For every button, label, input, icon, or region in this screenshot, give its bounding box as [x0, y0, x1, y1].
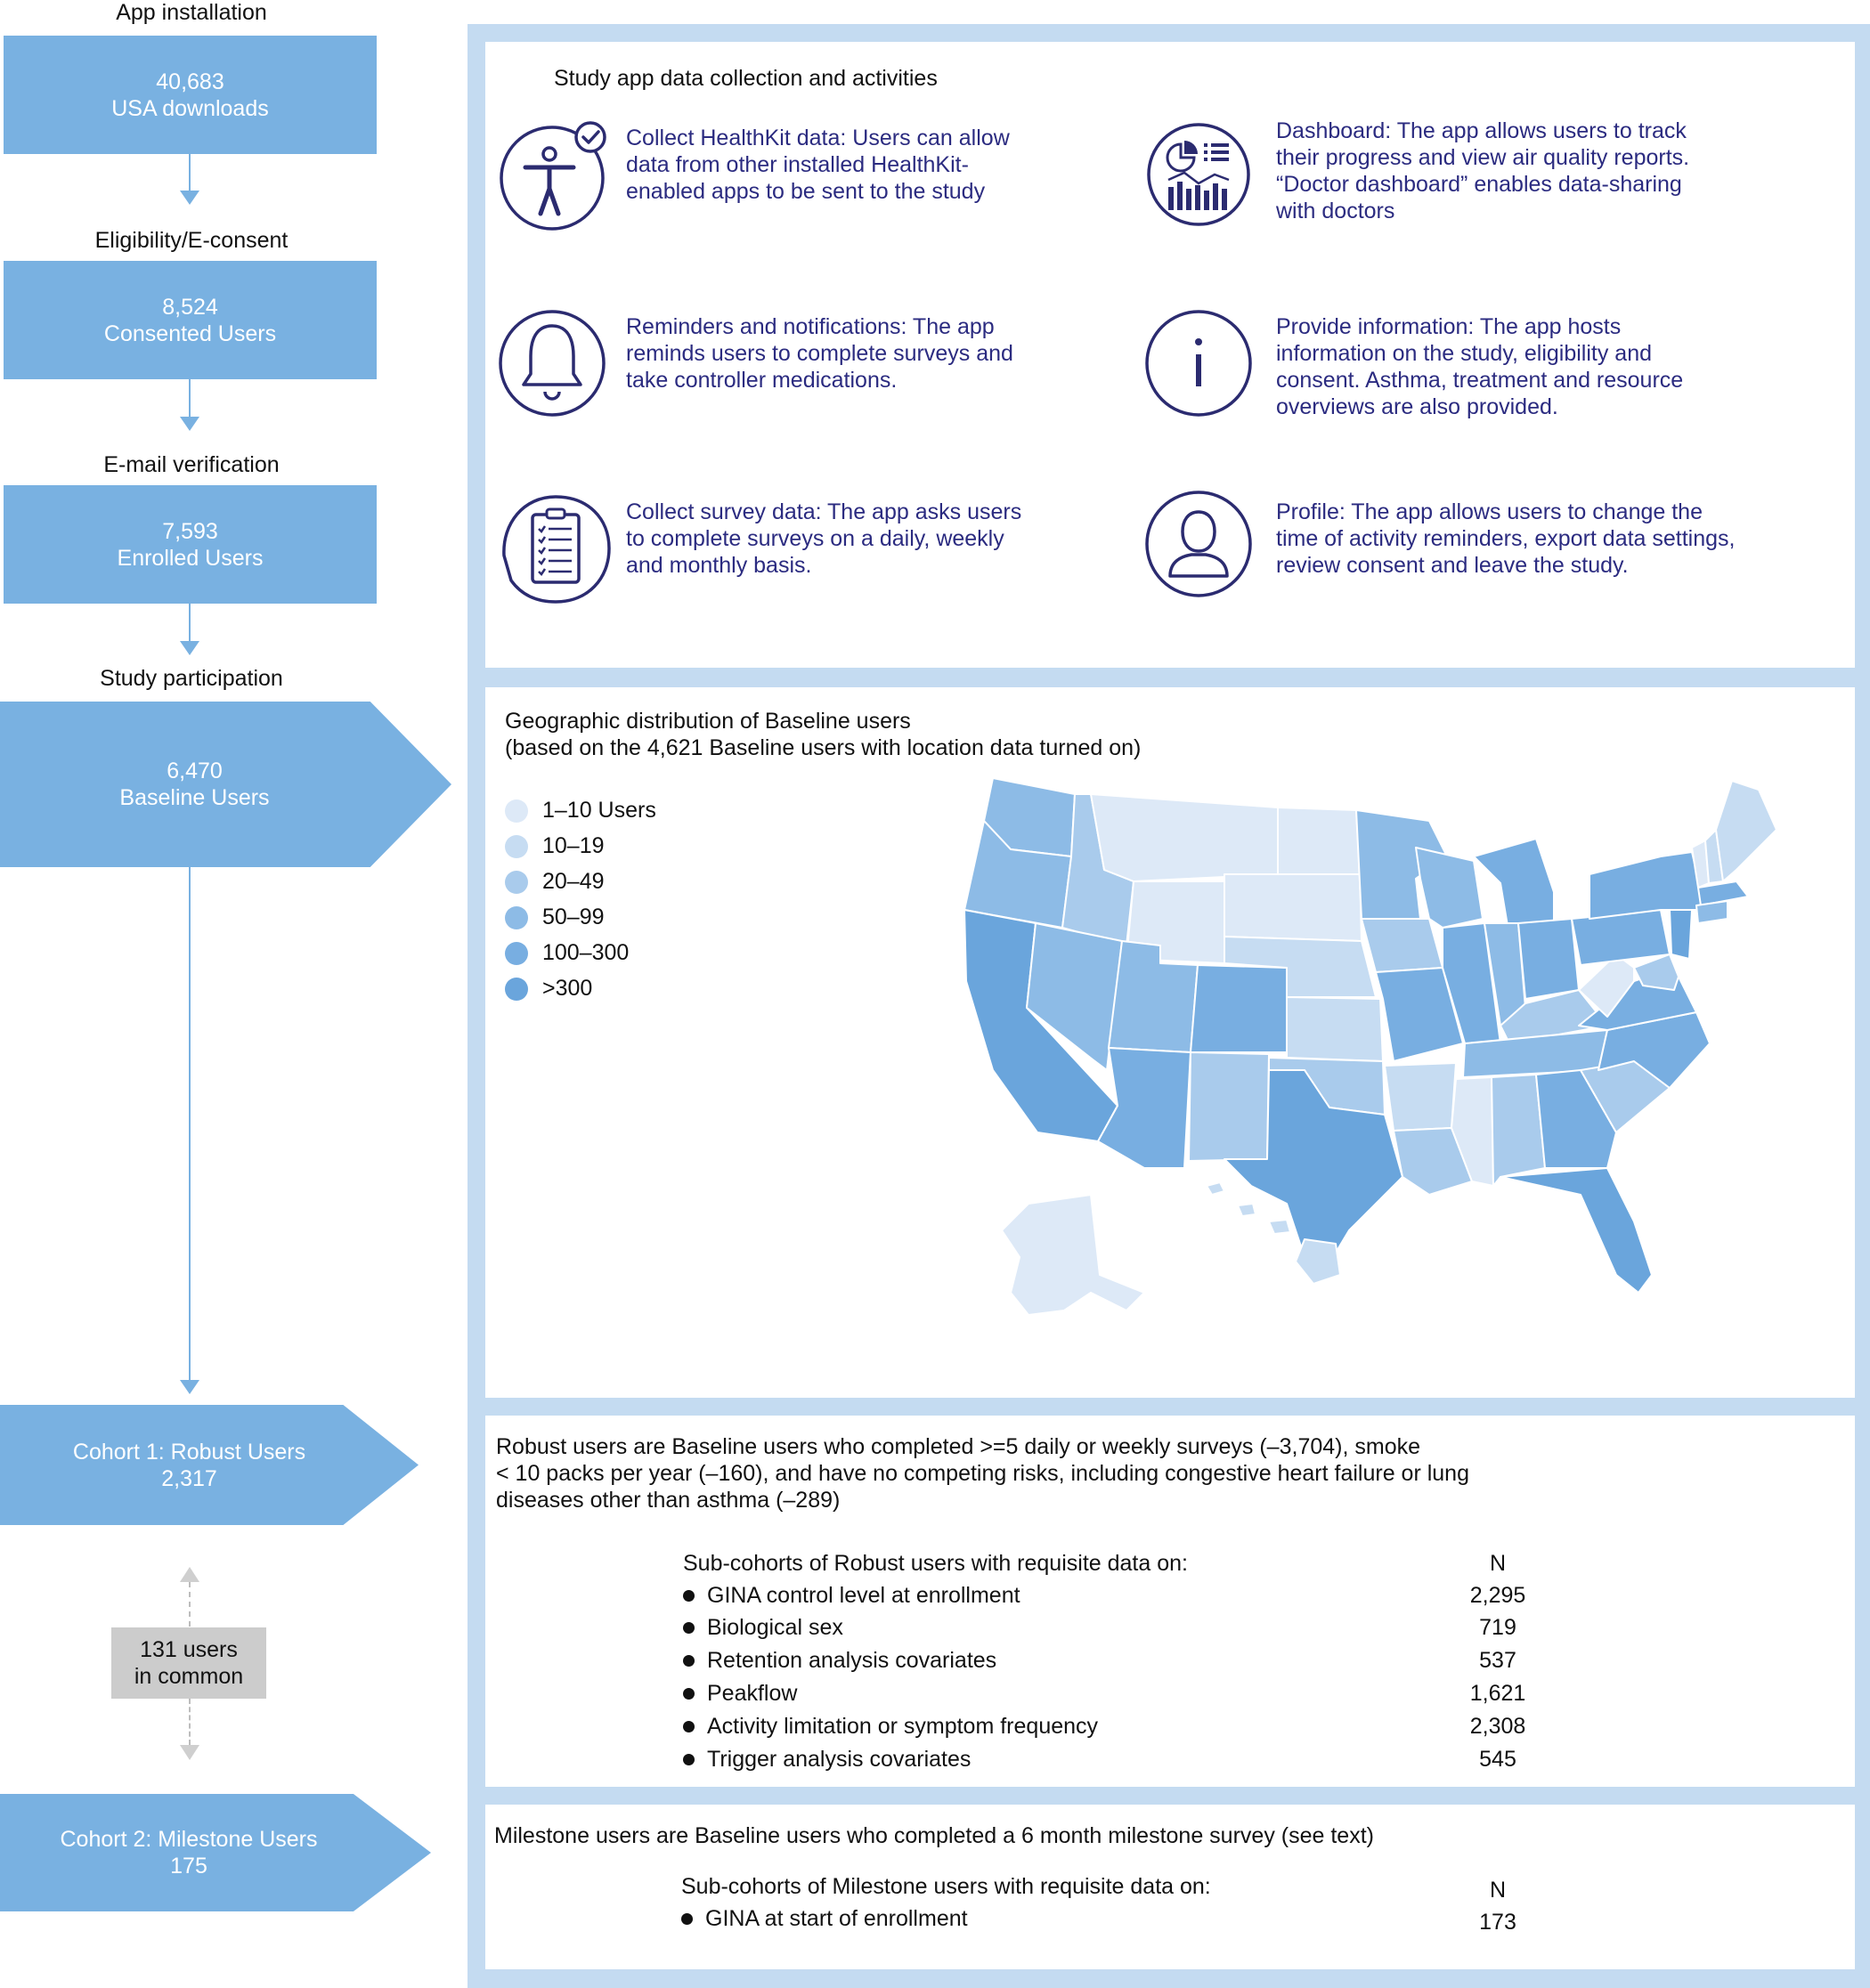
stage-label-installation: App installation	[116, 0, 267, 25]
bullet	[683, 1721, 695, 1732]
map-region-newmexico	[1189, 1052, 1269, 1161]
subcohort-label: Retention analysis covariates	[707, 1648, 997, 1673]
subcohort-n: 1,621	[1469, 1681, 1526, 1706]
legend-swatch	[505, 799, 528, 823]
profile-icon	[1142, 487, 1256, 601]
bullet	[681, 1913, 693, 1925]
map-region-newyork	[1590, 852, 1705, 919]
cohort1-title: Cohort 1: Robust Users	[72, 1439, 306, 1465]
map-region-alaska	[1002, 1195, 1144, 1315]
clipboard-icon	[499, 491, 613, 605]
bullet	[683, 1655, 695, 1667]
consented-desc: Consented Users	[103, 321, 277, 346]
bullet	[683, 1590, 695, 1602]
subcohort-row	[683, 1747, 971, 1773]
map-region-connecticut	[1696, 901, 1728, 923]
subcohort-n: 719	[1479, 1615, 1516, 1640]
legend-swatch	[505, 871, 528, 894]
cohort2-title: Cohort 2: Milestone Users	[60, 1827, 318, 1852]
subcohort-row	[683, 1648, 996, 1674]
legend-item	[505, 869, 605, 895]
legend-label: 100–300	[542, 940, 630, 965]
person-check-icon	[499, 118, 613, 231]
flow-connector	[189, 604, 191, 643]
map-region-montana	[1091, 794, 1278, 881]
dashed-connector	[189, 1699, 191, 1745]
map-region-arkansas	[1385, 1063, 1456, 1131]
legend-item	[505, 905, 605, 930]
legend-label: 1–10 Users	[542, 798, 656, 823]
consented-value: 8,524	[162, 294, 218, 320]
map-region-hawaii-4	[1296, 1239, 1340, 1284]
subcohort-row	[683, 1583, 1020, 1609]
feature-information-text: Provide information: The app hosts information on the study, eligibility and consent. Asthma, treatment and resource overviews are also provided.	[1276, 314, 1684, 419]
bullet	[683, 1622, 695, 1634]
geo-subtitle: (based on the 4,621 Baseline users with location data turned on)	[505, 735, 1142, 760]
legend-label: >300	[542, 976, 593, 1001]
legend-item	[505, 940, 629, 966]
dashed-connector	[189, 1582, 191, 1627]
subcohort-label: GINA control level at enrollment	[707, 1583, 1020, 1608]
subcohort-label: Biological sex	[707, 1615, 843, 1640]
enrolled-desc: Enrolled Users	[117, 545, 264, 571]
baseline-value: 6,470	[167, 759, 223, 783]
robust-subcohort-title: Sub-cohorts of Robust users with requisite data on:	[683, 1551, 1188, 1576]
legend-swatch	[505, 835, 528, 858]
flow-arrowhead	[180, 191, 199, 205]
milestone-panel	[485, 1805, 1855, 1969]
activities-title: Study app data collection and activities	[554, 66, 938, 91]
map-region-newjersey	[1670, 910, 1692, 959]
feature-profile-text: Profile: The app allows users to change the time of activity reminders, export data settings, review consent and leave the study.	[1276, 499, 1736, 578]
downloads-value: 40,683	[156, 69, 224, 94]
stage-label-participation: Study participation	[100, 666, 283, 691]
gray-arrow-up-icon	[180, 1567, 199, 1582]
map-region-hawaii-2	[1238, 1204, 1256, 1216]
milestone-definition: Milestone users are Baseline users who completed a 6 month milestone survey (see text)	[494, 1823, 1374, 1848]
robust-definition-line: < 10 packs per year (–160), and have no competing risks, including congestive heart failure or lung	[496, 1461, 1469, 1486]
legend-label: 20–49	[542, 869, 605, 894]
bullet	[683, 1754, 695, 1765]
milestone-subcohort-title: Sub-cohorts of Milestone users with requisite data on:	[681, 1874, 1211, 1899]
map-region-hawaii-1	[1207, 1182, 1224, 1195]
map-region-ohio	[1518, 919, 1579, 999]
subcohort-n: 2,295	[1469, 1583, 1526, 1608]
robust-definition-line: Robust users are Baseline users who completed >=5 daily or weekly surveys (–3,704), smoke	[496, 1434, 1421, 1459]
flowbox-cohort2	[0, 1794, 431, 1911]
flowbox-downloads	[4, 36, 377, 154]
robust-n-header: N	[1489, 1551, 1507, 1576]
subcohort-label: Trigger analysis covariates	[707, 1747, 972, 1772]
geography-panel	[485, 687, 1855, 1398]
activities-panel	[485, 42, 1855, 668]
legend-label: 10–19	[542, 833, 605, 858]
downloads-desc: USA downloads	[111, 95, 269, 121]
bullet	[683, 1688, 695, 1700]
flowbox-cohort1	[0, 1405, 419, 1525]
common-line2: in common	[134, 1664, 244, 1689]
feature-healthkit-text: Collect HealthKit data: Users can allow data from other installed HealthKit-enabled apps to be sent to the study	[626, 126, 1010, 204]
flow-arrowhead	[180, 1380, 199, 1394]
gray-arrow-down-icon	[180, 1745, 199, 1760]
subcohort-n: 2,308	[1469, 1714, 1526, 1739]
map-region-colorado	[1191, 965, 1287, 1052]
legend-item	[505, 798, 656, 824]
legend-label: 50–99	[542, 905, 605, 929]
map-region-southdakota	[1224, 874, 1362, 941]
flowbox-enrolled	[4, 485, 377, 604]
cohort1-value: 2,317	[161, 1465, 217, 1491]
flowbox-consented	[4, 261, 377, 379]
feature-reminders-text: Reminders and notifications: The app reminds users to complete surveys and take controller medications.	[626, 314, 1013, 393]
subcohort-row	[683, 1714, 1098, 1740]
robust-definition-line: diseases other than asthma (–289)	[496, 1488, 841, 1513]
subcohort-n: 173	[1479, 1910, 1516, 1935]
map-region-maine	[1716, 781, 1776, 881]
map-region-iowa	[1362, 919, 1443, 972]
baseline-desc: Baseline Users	[119, 785, 270, 810]
milestone-n-header: N	[1489, 1878, 1507, 1903]
dashboard-chart-icon	[1142, 118, 1256, 231]
legend-swatch	[505, 978, 528, 1001]
subcohort-label: GINA at start of enrollment	[705, 1906, 968, 1931]
map-region-pennsylvania	[1572, 910, 1670, 965]
subcohort-row	[681, 1906, 968, 1932]
stage-label-email: E-mail verification	[103, 452, 280, 477]
common-line1: 131 users	[140, 1637, 238, 1662]
flowbox-baseline	[0, 702, 451, 867]
legend-swatch	[505, 906, 528, 929]
flow-connector	[189, 154, 191, 192]
bell-icon	[499, 306, 613, 420]
flow-arrowhead	[180, 641, 199, 655]
feature-survey-text: Collect survey data: The app asks users to complete surveys on a daily, weekly and monthly basis.	[626, 499, 1022, 578]
legend-swatch	[505, 942, 528, 965]
subcohort-n: 545	[1479, 1747, 1516, 1772]
flow-arrowhead	[180, 417, 199, 431]
usa-map	[931, 776, 1830, 1328]
info-icon	[1142, 306, 1256, 420]
stage-label-consent: Eligibility/E-consent	[94, 228, 289, 253]
subcohort-label: Activity limitation or symptom frequency	[707, 1714, 1099, 1739]
enrolled-value: 7,593	[162, 518, 218, 544]
common-users-box	[111, 1627, 266, 1699]
map-region-northdakota	[1278, 807, 1360, 874]
subcohort-row	[683, 1615, 843, 1641]
legend-item	[505, 833, 605, 859]
cohort2-value: 175	[170, 1854, 207, 1878]
flow-connector	[189, 867, 191, 1382]
robust-panel	[485, 1416, 1855, 1787]
geo-title: Geographic distribution of Baseline users	[505, 709, 911, 734]
subcohort-n: 537	[1479, 1648, 1516, 1673]
legend-item	[505, 976, 592, 1002]
map-region-florida	[1500, 1168, 1652, 1293]
subcohort-label: Peakflow	[707, 1681, 798, 1706]
map-region-kansas	[1287, 997, 1383, 1061]
feature-dashboard-text: Dashboard: The app allows users to track their progress and view air quality reports. “Doctor dashboard” enables data-sharing with doctors	[1276, 118, 1690, 223]
subcohort-row	[683, 1681, 797, 1707]
map-region-wisconsin	[1416, 848, 1483, 928]
map-region-hawaii-3	[1269, 1220, 1290, 1234]
flow-connector	[189, 379, 191, 418]
